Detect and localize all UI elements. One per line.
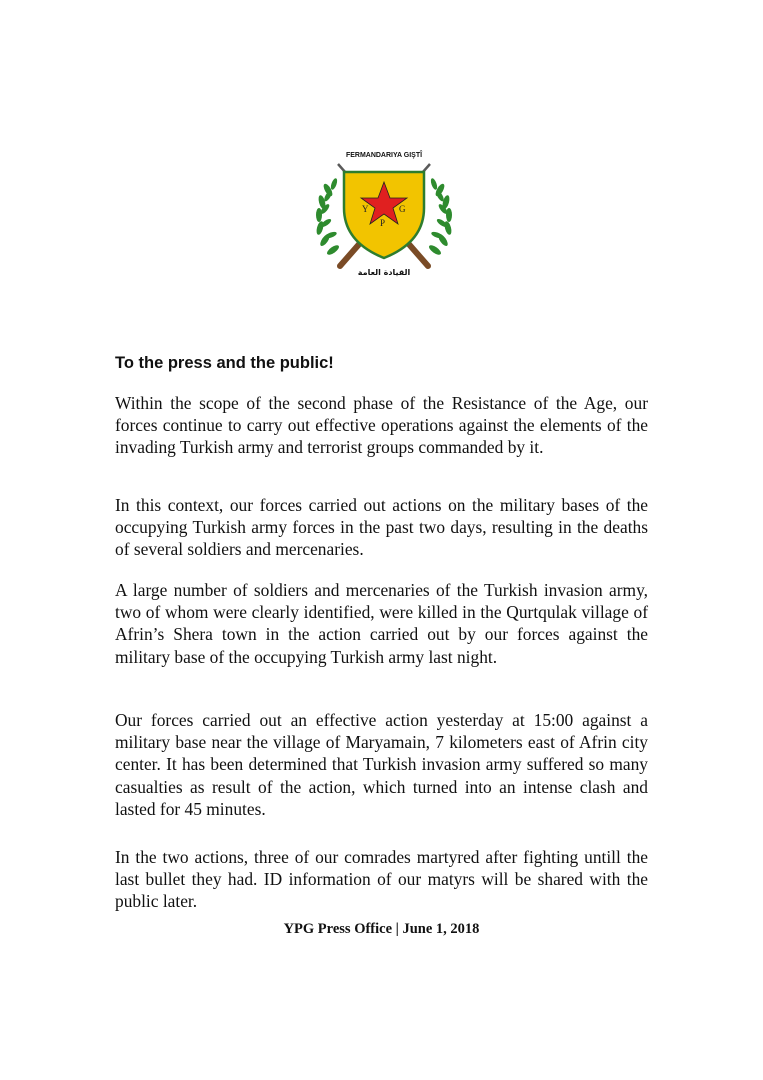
paragraph-3: A large number of soldiers and mercenaries of the Turkish invasion army, two of whom were clearly identified, were killed in the Qurtqulak village of Afrin’s Shera town in the action carried out by our forces against the military base of the occupying Turkish army last night. bbox=[115, 580, 648, 667]
wreath-right-icon bbox=[428, 178, 453, 257]
ypg-emblem-logo bbox=[312, 146, 456, 278]
document-signature: YPG Press Office | June 1, 2018 bbox=[283, 921, 480, 937]
emblem-letter-g: G bbox=[399, 204, 406, 214]
paragraph-4: Our forces carried out an effective action yesterday at 15:00 against a military base near the village of Maryamain, 7 kilometers east of Afrin city center. It has been determined that Turkish invasion army suffered so many casualties as result of the action, which turned into an intense clash and lasted for 45 minutes. bbox=[115, 710, 648, 819]
paragraph-1: Within the scope of the second phase of the Resistance of the Age, our forces continue to carry out effective operations against the elements of the invading Turkish army and terrorist groups commanded by it. bbox=[115, 393, 648, 458]
wreath-left-icon bbox=[315, 178, 340, 257]
document-heading: To the press and the public! bbox=[115, 354, 334, 372]
emblem-letter-p: P bbox=[380, 218, 386, 228]
paragraph-2: In this context, our forces carried out actions on the military bases of the occupying Turkish army forces in the past two days, resulting in the deaths of several soldiers and mercenaries. bbox=[115, 495, 648, 560]
emblem-letter-y: Y bbox=[362, 204, 369, 214]
emblem-bottom-text: القيادة العامة bbox=[357, 268, 411, 277]
paragraph-5: In the two actions, three of our comrades martyred after fighting untill the last bullet they had. ID information of our matyrs will be shared with the public later. bbox=[115, 847, 648, 912]
emblem-top-text: FERMANDARIYA GIŞTÎ bbox=[345, 152, 423, 159]
